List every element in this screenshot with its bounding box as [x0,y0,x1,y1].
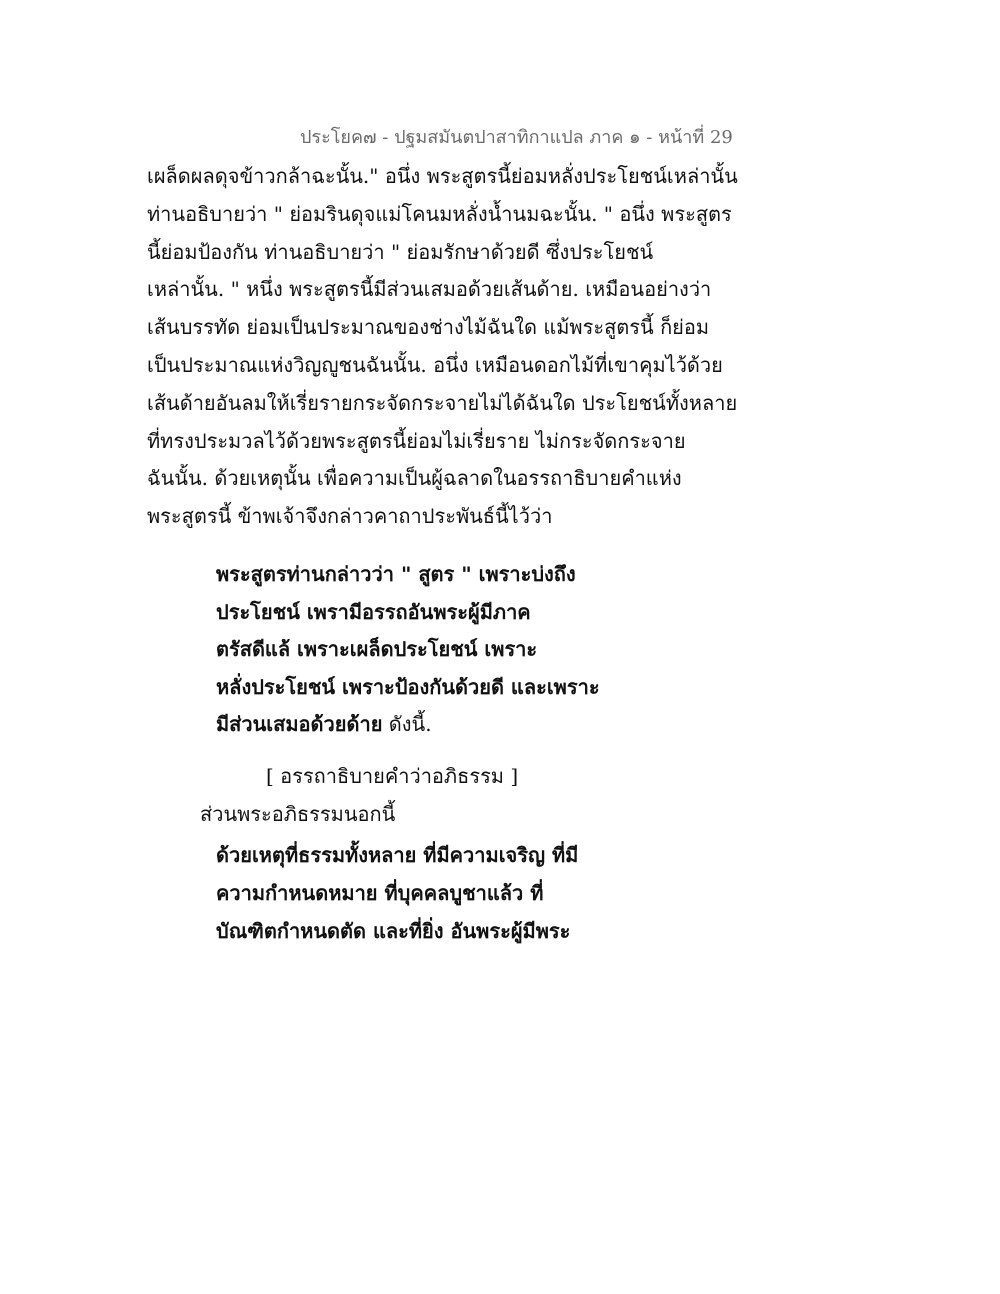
paragraph-line: เหล่านั้น. " หนึ่ง พระสูตรนี้มีส่วนเสมอด้วยเส้นด้าย. เหมือนอย่างว่า [147,277,712,302]
running-header: ประโยค๗ - ปฐมสมันตปาสาทิกาแปล ภาค ๑ - หน้าที่ 29 [300,127,733,148]
verse-line-plain-part: ดังนี้. [382,712,432,737]
verse-line: บัณฑิตกำหนดตัด และที่ยิ่ง อันพระผู้มีพระ [216,919,571,943]
verse-line: ตรัสดีแล้ เพราะเผล็ดประโยชน์ เพราะ [216,637,538,662]
paragraph-line: นี้ย่อมป้องกัน ท่านอธิบายว่า " ย่อมรักษาด้วยดี ซึ่งประโยชน์ [147,239,654,264]
verse-sutta-definition [216,556,600,744]
main-paragraph [147,158,747,536]
paragraph-line: เป็นประมาณแห่งวิญญูชนฉันนั้น. อนึ่ง เหมือนดอกไม้ที่เขาคุมไว้ด้วย [147,352,723,377]
verse-line: ด้วยเหตุที่ธรรมทั้งหลาย ที่มีความเจริญ ที่มี [216,843,579,867]
verse-line-bold-part: มีส่วนเสมอด้วยด้าย [216,712,383,737]
verse-line: ความกำหนดหมาย ที่บุคคลบูชาแล้ว ที่ [216,881,544,905]
paragraph-line: ฉันนั้น. ด้วยเหตุนั้น เพื่อความเป็นผู้ฉลาดในอรรถาธิบายคำแห่ง [147,466,682,491]
verse-line: ประโยชน์ เพรามีอรรถอันพระผู้มีภาค [216,599,531,624]
verse-abhidhamma-definition [216,836,578,950]
paragraph-line: เส้นบรรทัด ย่อมเป็นประมาณของช่างไม้ฉันใด แม้พระสูตรนี้ ก็ย่อม [147,315,710,340]
paragraph-line: ที่ทรงประมวลไว้ด้วยพระสูตรนี้ย่อมไม่เรี่ยราย ไม่กระจัดกระจาย [147,428,686,453]
section-intro: ส่วนพระอภิธรรมนอกนี้ [200,802,396,826]
paragraph-line: ท่านอธิบายว่า " ย่อมรินดุจแม่โคนมหลั่งน้ำนมฉะนั้น. " อนึ่ง พระสูตร [147,201,732,226]
paragraph-line: เผล็ดผลดุจข้าวกล้าฉะนั้น." อนึ่ง พระสูตรนี้ย่อมหลั่งประโยชน์เหล่านั้น [147,164,738,188]
paragraph-line: พระสูตรนี้ ข้าพเจ้าจึงกล่าวคาถาประพันธ์นี้ไว้ว่า [147,504,553,529]
verse-line [216,706,600,744]
section-heading: [ อรรถาธิบายคำว่าอภิธรรม ] [266,764,519,788]
verse-line: หลั่งประโยชน์ เพราะป้องกันด้วยดี และเพราะ [216,674,600,699]
paragraph-line: เส้นด้ายอันลมให้เรี่ยรายกระจัดกระจายไม่ได้ฉันใด ประโยชน์ทั้งหลาย [147,390,738,415]
verse-line: พระสูตรท่านกล่าวว่า " สูตร " เพราะบ่งถึง [216,562,576,586]
